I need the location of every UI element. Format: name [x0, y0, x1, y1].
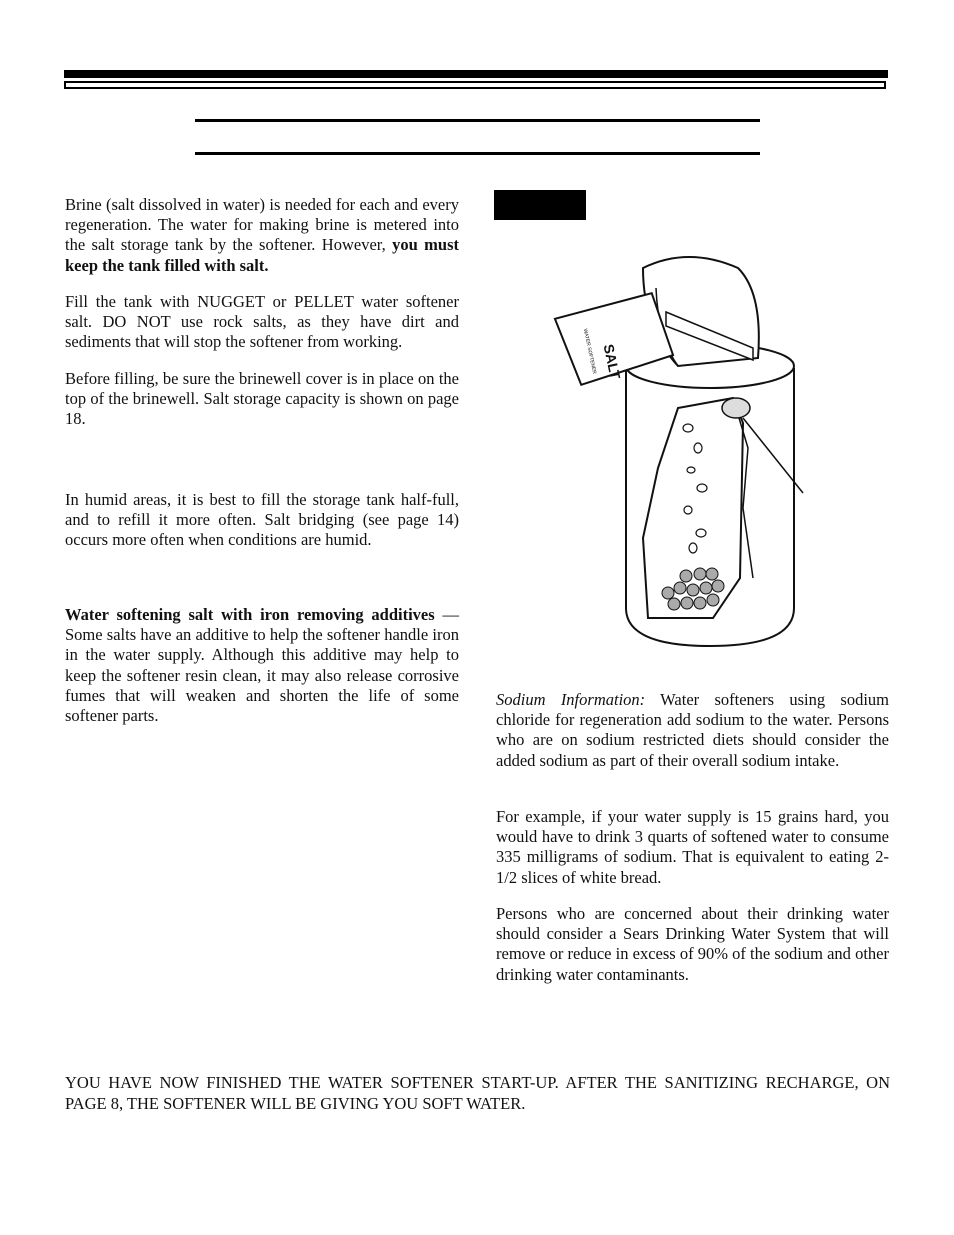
- sodium-example-paragraph: For example, if your water supply is 15 grains hard, you would have to drink 3 quarts of softened water to consume 335 milligrams of sodium. That is equivalent to eating 2-1/2 slices of white bread.: [496, 807, 889, 887]
- bag-subtext: WATER SOFTENER: [581, 328, 598, 375]
- figure-label-box: [494, 190, 586, 220]
- right-column-p2: [496, 807, 889, 888]
- right-column-p1: [496, 690, 889, 771]
- header-rule-outline: [64, 81, 886, 89]
- sodium-info-paragraph: Sodium Information: Water softeners using sodium chloride for regeneration add sodium to the water. Persons who are on sodium restricted diets should consider the added sodium as part of their overall sodium intake.: [496, 690, 889, 770]
- salt-emphasis: you must keep the tank filled with salt.: [65, 235, 460, 275]
- bag-salt-label: SALT: [600, 342, 624, 381]
- brinewell-paragraph: Before filling, be sure the brinewell cover is in place on the top of the brinewell. Salt storage capacity is shown on page 18.: [65, 369, 459, 429]
- title-rule-top: [195, 119, 760, 122]
- header-rule-thick: [64, 70, 888, 78]
- salt-type-paragraph: Fill the tank with NUGGET or PELLET water softener salt. DO NOT use rock salts, as they have dirt and sediments that will stop the softener from working.: [65, 292, 459, 352]
- salt-intro-paragraph: Brine (salt dissolved in water) is needed for each and every regeneration. The water for making brine is metered into the salt storage tank by the softener. However, you must keep the tank filled with salt.: [65, 195, 460, 275]
- left-column: [65, 195, 459, 276]
- right-column-p3: [496, 904, 889, 985]
- startup-finished-note: YOU HAVE NOW FINISHED THE WATER SOFTENER START-UP. AFTER THE SANITIZING RECHARGE, ON PAGE 8, THE SOFTENER WILL BE GIVING YOU SOFT WATER.: [65, 1073, 890, 1113]
- left-column-p2: [65, 292, 459, 353]
- left-column-p5: [65, 605, 459, 726]
- left-column-p3: [65, 369, 459, 430]
- left-column-p4: [65, 490, 459, 551]
- softener-salt-illustration: [548, 248, 818, 648]
- drinking-water-paragraph: Persons who are concerned about their drinking water should consider a Sears Drinking Water System that will remove or reduce in excess of 90% of the sodium and other drinking water contaminants.: [496, 904, 889, 984]
- humid-paragraph: In humid areas, it is best to fill the storage tank half-full, and to refill it more often. Salt bridging (see page 14) occurs more often when conditions are humid.: [65, 490, 459, 550]
- iron-additive-paragraph: Water softening salt with iron removing additives — Some salts have an additive to help the softener handle iron in the water supply. Although this additive may help to keep the softener resin clean, it may also release corrosive fumes that will weaken and shorten the life of some softener parts.: [65, 605, 460, 726]
- title-rule-bottom: [195, 152, 760, 155]
